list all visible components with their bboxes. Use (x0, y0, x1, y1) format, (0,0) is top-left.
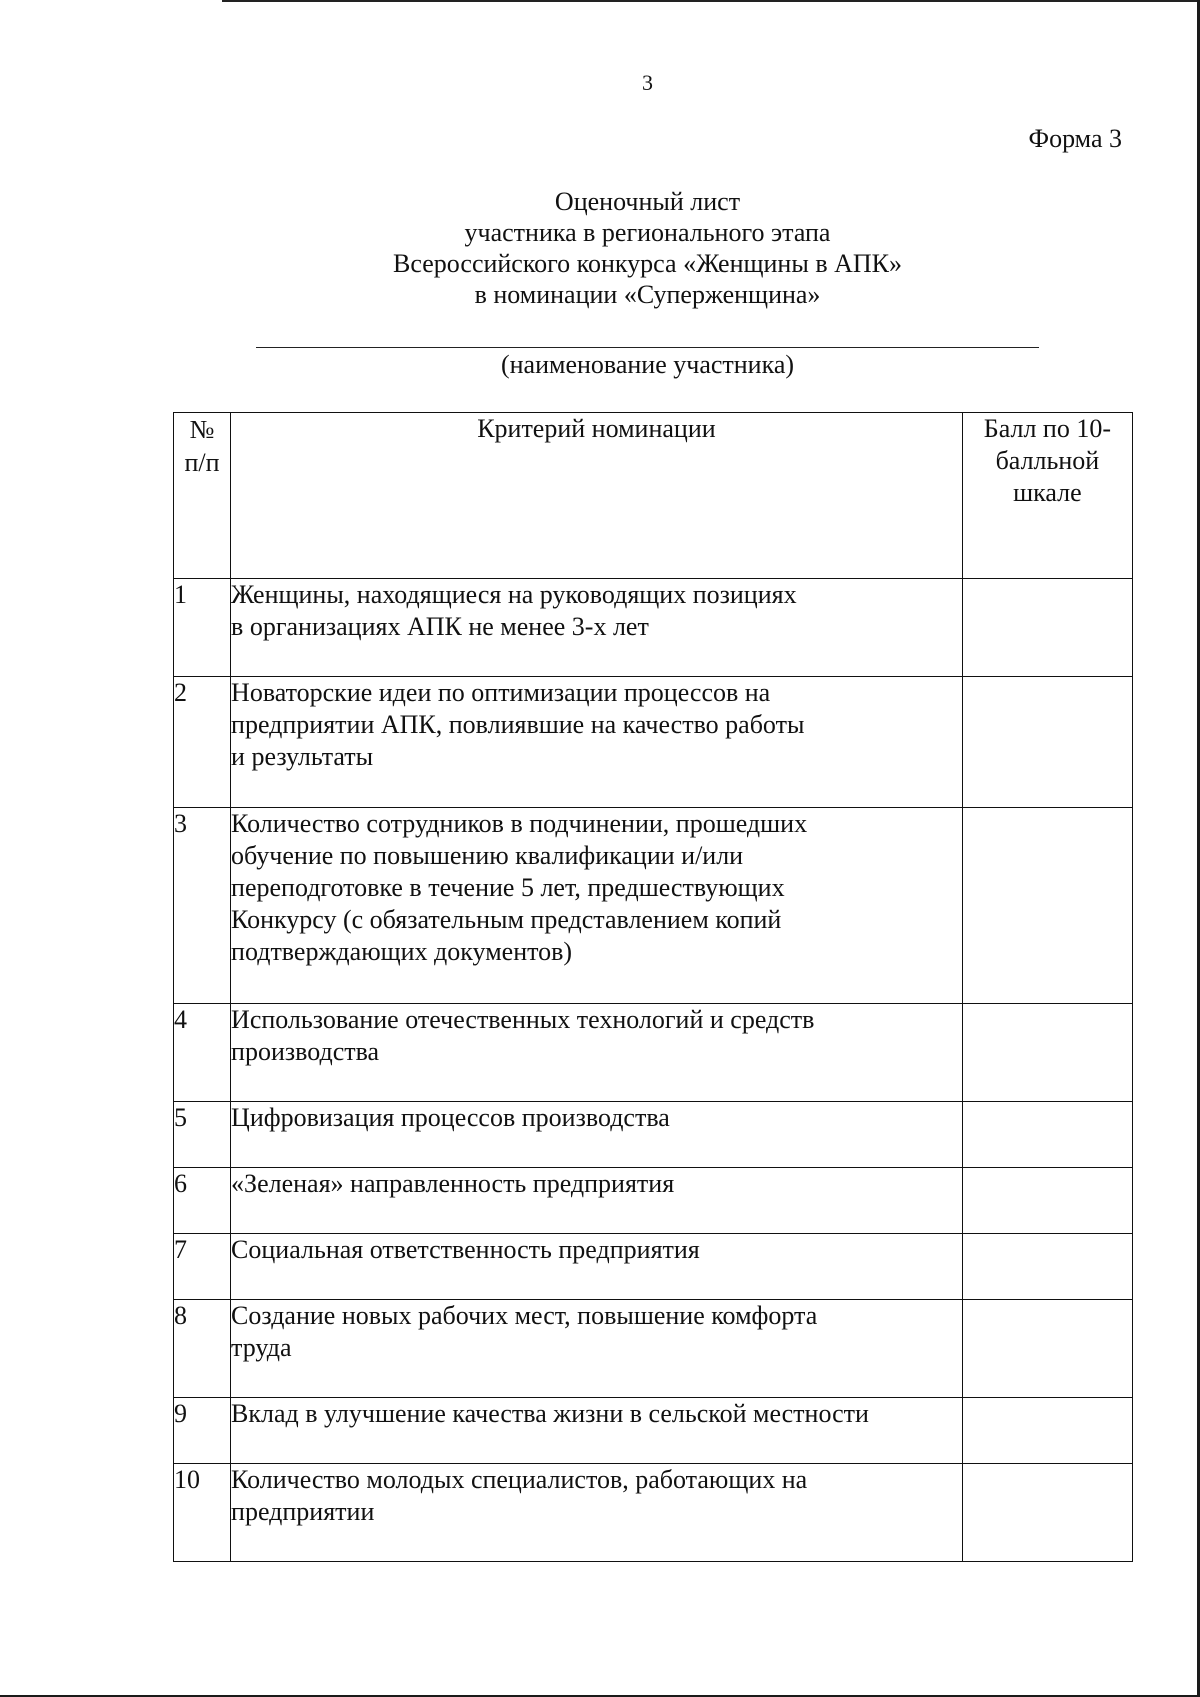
row-criterion: Женщины, находящиеся на руководящих позициях в организациях АПК не менее 3-х лет (231, 579, 963, 677)
table-row (174, 1102, 1133, 1168)
row-number: 4 (174, 1004, 231, 1102)
row-number: 3 (174, 808, 231, 1004)
scan-border-top (222, 0, 1200, 2)
table-header-row (174, 413, 1133, 579)
score-cell[interactable] (962, 1300, 1132, 1398)
row-criterion: Количество молодых специалистов, работающих на предприятии (231, 1464, 963, 1562)
row-criterion: Использование отечественных технологий и средств производства (231, 1004, 963, 1102)
title-line-2: участника в регионального этапа (464, 218, 831, 247)
table-row (174, 579, 1133, 677)
row-number: 1 (174, 579, 231, 677)
score-cell[interactable] (962, 1234, 1132, 1300)
title-line-3: Всероссийского конкурса «Женщины в АПК» (393, 249, 902, 278)
table-row (174, 1234, 1133, 1300)
table-row (174, 808, 1133, 1004)
table-row (174, 1168, 1133, 1234)
row-number: 9 (174, 1398, 231, 1464)
row-criterion: Новаторские идеи по оптимизации процессов на предприятии АПК, повлиявшие на качество работы и результаты (231, 677, 963, 808)
score-cell[interactable] (962, 677, 1132, 808)
title-line-4: в номинации «Суперженщина» (474, 280, 821, 309)
participant-name-caption: (наименование участника) (500, 350, 795, 379)
row-number: 8 (174, 1300, 231, 1398)
document-title (0, 186, 1200, 310)
score-cell[interactable] (962, 1102, 1132, 1168)
row-criterion: Вклад в улучшение качества жизни в сельской местности (231, 1398, 963, 1464)
score-cell[interactable] (962, 1004, 1132, 1102)
row-number: 5 (174, 1102, 231, 1168)
row-criterion: «Зеленая» направленность предприятия (231, 1168, 963, 1234)
score-cell[interactable] (962, 1464, 1132, 1562)
header-number: № п/п (174, 413, 231, 579)
score-cell[interactable] (962, 1398, 1132, 1464)
title-line-1: Оценочный лист (554, 187, 741, 216)
row-criterion: Создание новых рабочих мест, повышение комфорта труда (231, 1300, 963, 1398)
row-number: 7 (174, 1234, 231, 1300)
row-number: 10 (174, 1464, 231, 1562)
participant-name-field[interactable] (256, 347, 1039, 348)
table-row (174, 1004, 1133, 1102)
table-row (174, 1464, 1133, 1562)
table-row (174, 677, 1133, 808)
table-row (174, 1398, 1133, 1464)
row-number: 6 (174, 1168, 231, 1234)
row-criterion: Социальная ответственность предприятия (231, 1234, 963, 1300)
table-row (174, 1300, 1133, 1398)
score-cell[interactable] (962, 579, 1132, 677)
page-number: 3 (642, 70, 653, 95)
row-number: 2 (174, 677, 231, 808)
row-criterion: Количество сотрудников в подчинении, прошедших обучение по повышению квалификации и/или переподготовке в течение 5 лет, предшествующих Конкурсу (с обязательным представлением копий подтверждающих документов) (231, 808, 963, 1004)
criteria-table (173, 412, 1133, 1562)
score-cell[interactable] (962, 1168, 1132, 1234)
score-cell[interactable] (962, 808, 1132, 1004)
row-criterion: Цифровизация процессов производства (231, 1102, 963, 1168)
header-score: Балл по 10- балльной шкале (962, 413, 1132, 579)
header-criterion: Критерий номинации (231, 413, 963, 579)
form-label: Форма 3 (1028, 124, 1122, 153)
